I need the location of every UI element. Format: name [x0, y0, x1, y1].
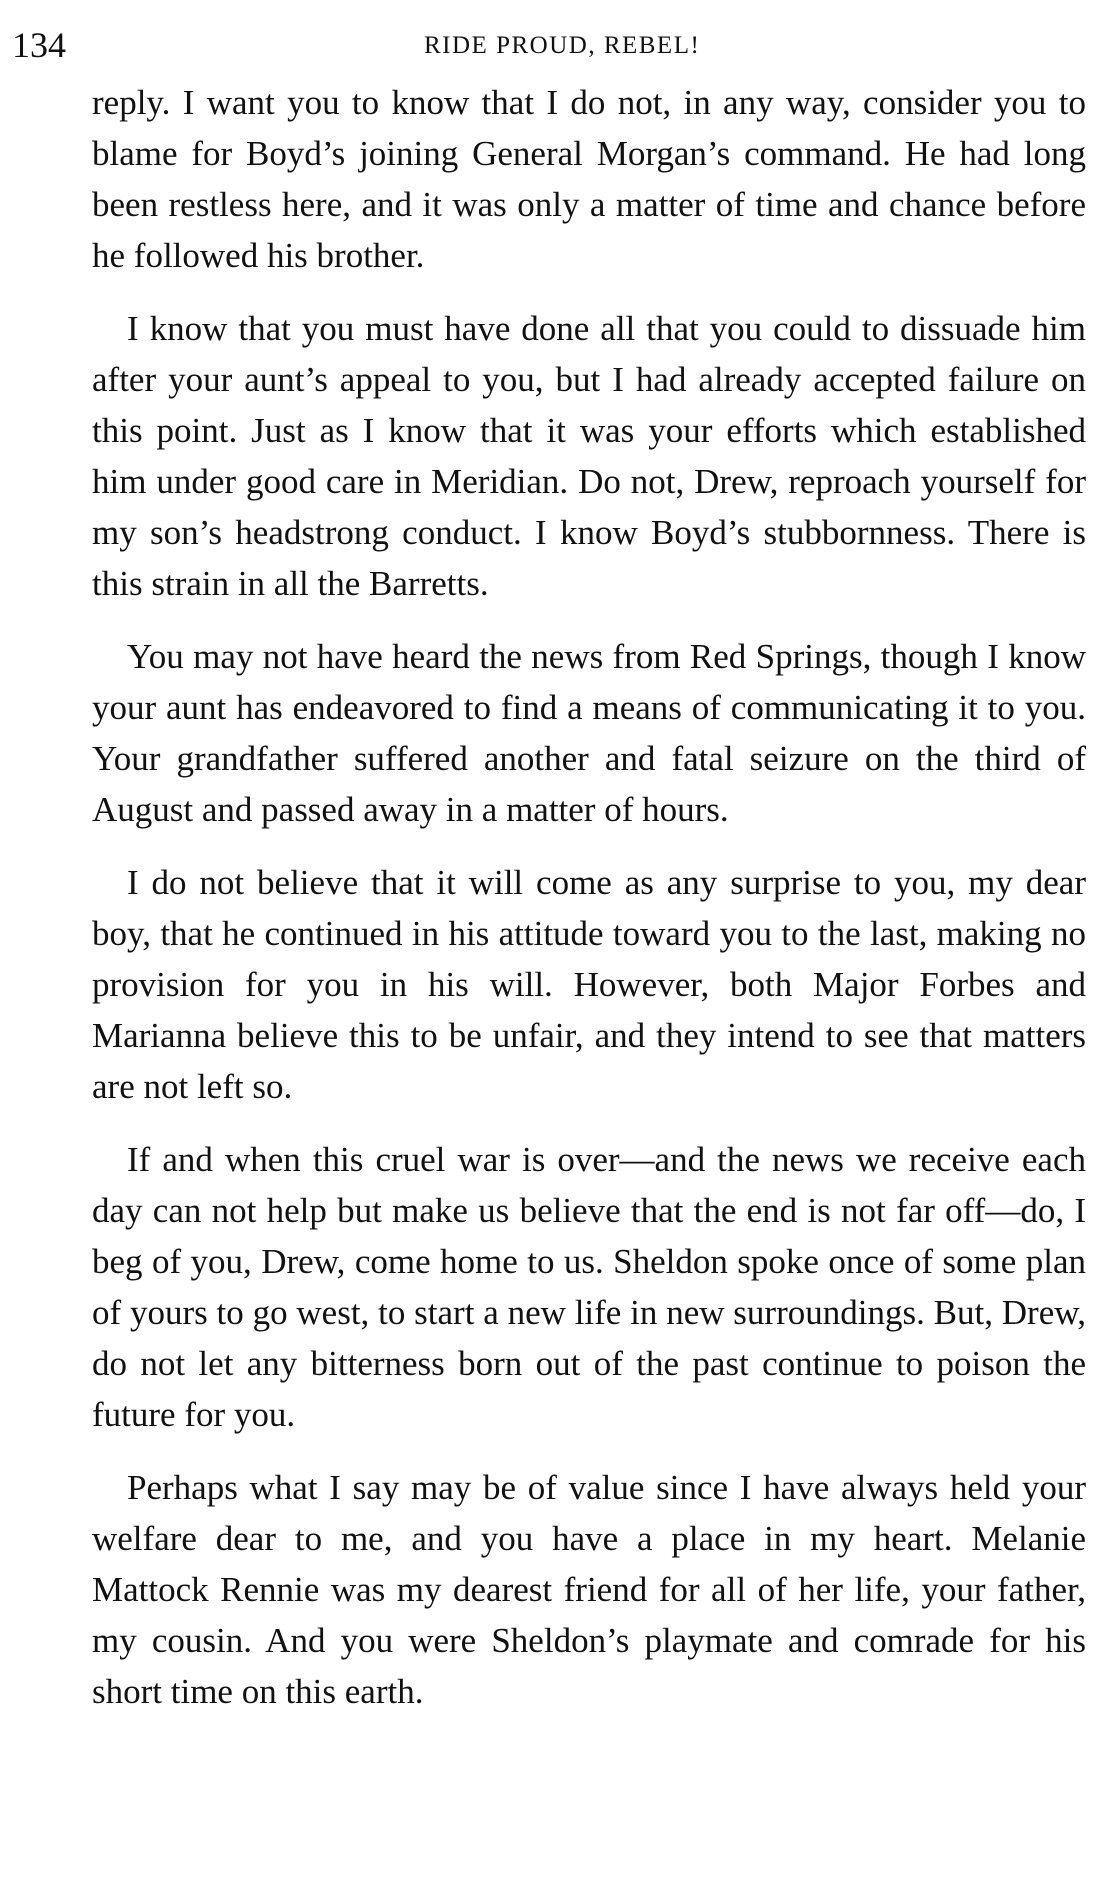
page-header	[12, 22, 1114, 72]
paragraph: Perhaps what I say may be of value since I have always held your welfare dear to me, and you have a place in my heart. Melanie Mattock Rennie was my dearest friend for all of her life, your father, my cousin. And you were Sheldon’s playmate and comrade for his short time on this earth.	[92, 1468, 1086, 1711]
paragraph: You may not have heard the news from Red Springs, though I know your aunt has endeavored to find a means of communicating it to you. Your grandfather suffered another and fatal seizure on the third of August and passed away in a matter of hours.	[92, 637, 1086, 829]
paragraph: If and when this cruel war is over—and the news we receive each day can not help but make us believe that the end is not far off—do, I beg of you, Drew, come home to us. Sheldon spoke once of some plan of yours to go west, to start a new life in new surroundings. But, Drew, do not let any bitterness born out of the past continue to poison the future for you.	[92, 1140, 1086, 1434]
body-text	[92, 77, 1086, 1717]
paragraph-continued: reply. I want you to know that I do not, in any way, consider you to blame for Boyd’s joining General Morgan’s command. He had long been restless here, and it was only a matter of time and chance before he followed his brother.	[92, 83, 1086, 275]
page-number: 134	[12, 25, 66, 65]
paragraph: I know that you must have done all that you could to dissuade him after your aunt’s appeal to you, but I had already accepted failure on this point. Just as I know that it was your efforts which established him under good care in Meridian. Do not, Drew, reproach yourself for my son’s headstrong conduct. I know Boyd’s stubbornness. There is this strain in all the Barretts.	[92, 309, 1086, 603]
paragraph: I do not believe that it will come as any surprise to you, my dear boy, that he continued in his attitude toward you to the last, making no provision for you in his will. However, both Major Forbes and Marianna believe this to be unfair, and they intend to see that matters are not left so.	[92, 863, 1086, 1106]
running-head: RIDE PROUD, REBEL!	[424, 32, 701, 59]
